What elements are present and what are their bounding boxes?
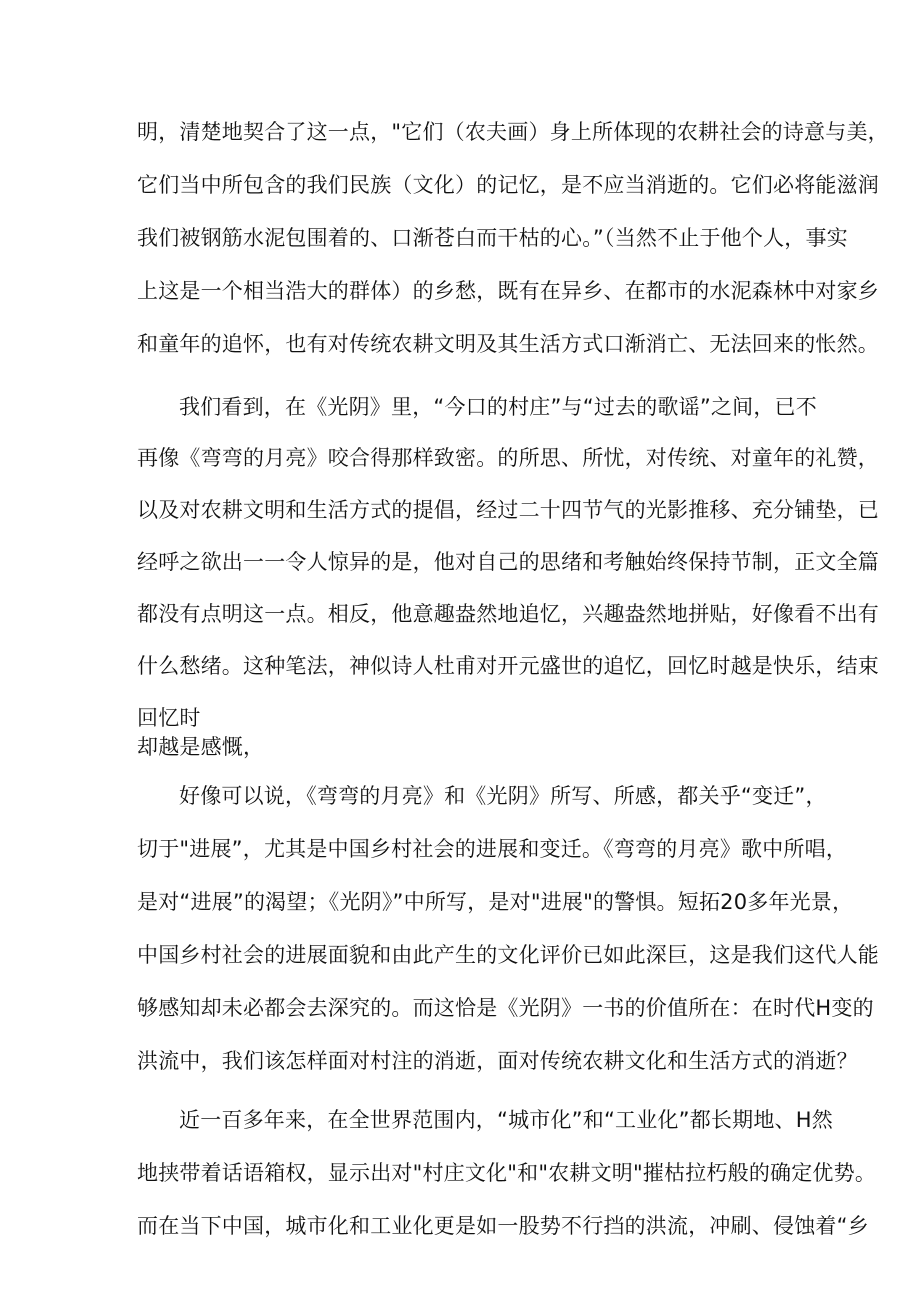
paragraph-3-line-6: 洪流中，我们该怎样面对村注的消逝，面对传统农耕文化和生活方式的消逝？: [137, 1049, 858, 1073]
paragraph-1-line-3: 我们被钢筋水泥包围着的、口渐苍白而干枯的心。”（当然不止于他个人，事实: [137, 226, 848, 250]
paragraph-2-line-8: 却越是感慨，: [137, 735, 265, 759]
paragraph-4-line-1: 近一百多年来，在全世界范围内，“城市化”和“工业化”都长期地、H然: [179, 1108, 833, 1132]
paragraph-1-line-5: 和童年的追怀，也有对传统农耕文明及其生活方式口渐消亡、无法回来的怅然。: [137, 332, 879, 356]
paragraph-1-line-2: 它们当中所包含的我们民族（文化）的记忆，是不应当消逝的。它们必将能滋润: [137, 173, 879, 197]
paragraph-2-line-2: 再像《弯弯的月亮》咬合得那样致密。的所思、所忧，对传统、对童年的礼赞，: [137, 446, 879, 470]
paragraph-3-line-3: 是对“进展”的渴望；《光阴》”中所写，是对"进展"的警惧。短拓20多年光景，: [137, 890, 854, 914]
paragraph-2-line-6: 什么愁绪。这种笔法，神似诗人杜甫对开元盛世的追忆，回忆时越是快乐，结束: [137, 654, 879, 678]
paragraph-1-line-1: 明，清楚地契合了这一点，"它们（农夫画）身上所体现的农耕社会的诗意与美，: [137, 120, 889, 144]
paragraph-3-line-1: 好像可以说，《弯弯的月亮》和《光阴》所写、所感，都关乎“变迁”，: [179, 784, 827, 808]
paragraph-3-line-5: 够感知却未必都会去深究的。而这恰是《光阴》一书的价值所在：在时代H变的: [137, 996, 874, 1020]
paragraph-3-line-4: 中国乡村社会的进展面貌和由此产生的文化评价已如此深巨，这是我们这代人能: [137, 943, 879, 967]
paragraph-4-line-2: 地挟带着话语箱权，显示出对"村庄文化"和"农耕文明"摧枯拉朽般的确定优势。: [137, 1161, 877, 1185]
paragraph-2-line-3: 以及对农耕文明和生活方式的提倡，经过二十四节气的光影推移、充分铺垫，已: [137, 498, 879, 522]
paragraph-2-line-4: 经呼之欲出一一令人惊异的是，他对自己的思绪和考触始终保持节制，正文全篇: [137, 550, 879, 574]
paragraph-1-line-4: 上这是一个相当浩大的群体）的乡愁，既有在异乡、在都市的水泥森林中对家乡: [137, 279, 879, 303]
paragraph-2-line-5: 都没有点明这一点。相反，他意趣盎然地追忆，兴趣盎然地拼贴，好像看不出有: [137, 602, 879, 626]
paragraph-2-line-7: 回忆时: [137, 706, 201, 730]
paragraph-2-line-1: 我们看到，在《光阴》里，“今口的村庄”与“过去的歌谣”之间，已不: [179, 395, 817, 419]
paragraph-4-line-3: 而在当下中国，城市化和工业化更是如一股势不行挡的洪流，冲刷、侵蚀着“乡: [137, 1214, 869, 1238]
paragraph-3-line-2: 切于"进展”，尤其是中国乡村社会的进展和变迁。《弯弯的月亮》歌中所唱，: [137, 837, 848, 861]
